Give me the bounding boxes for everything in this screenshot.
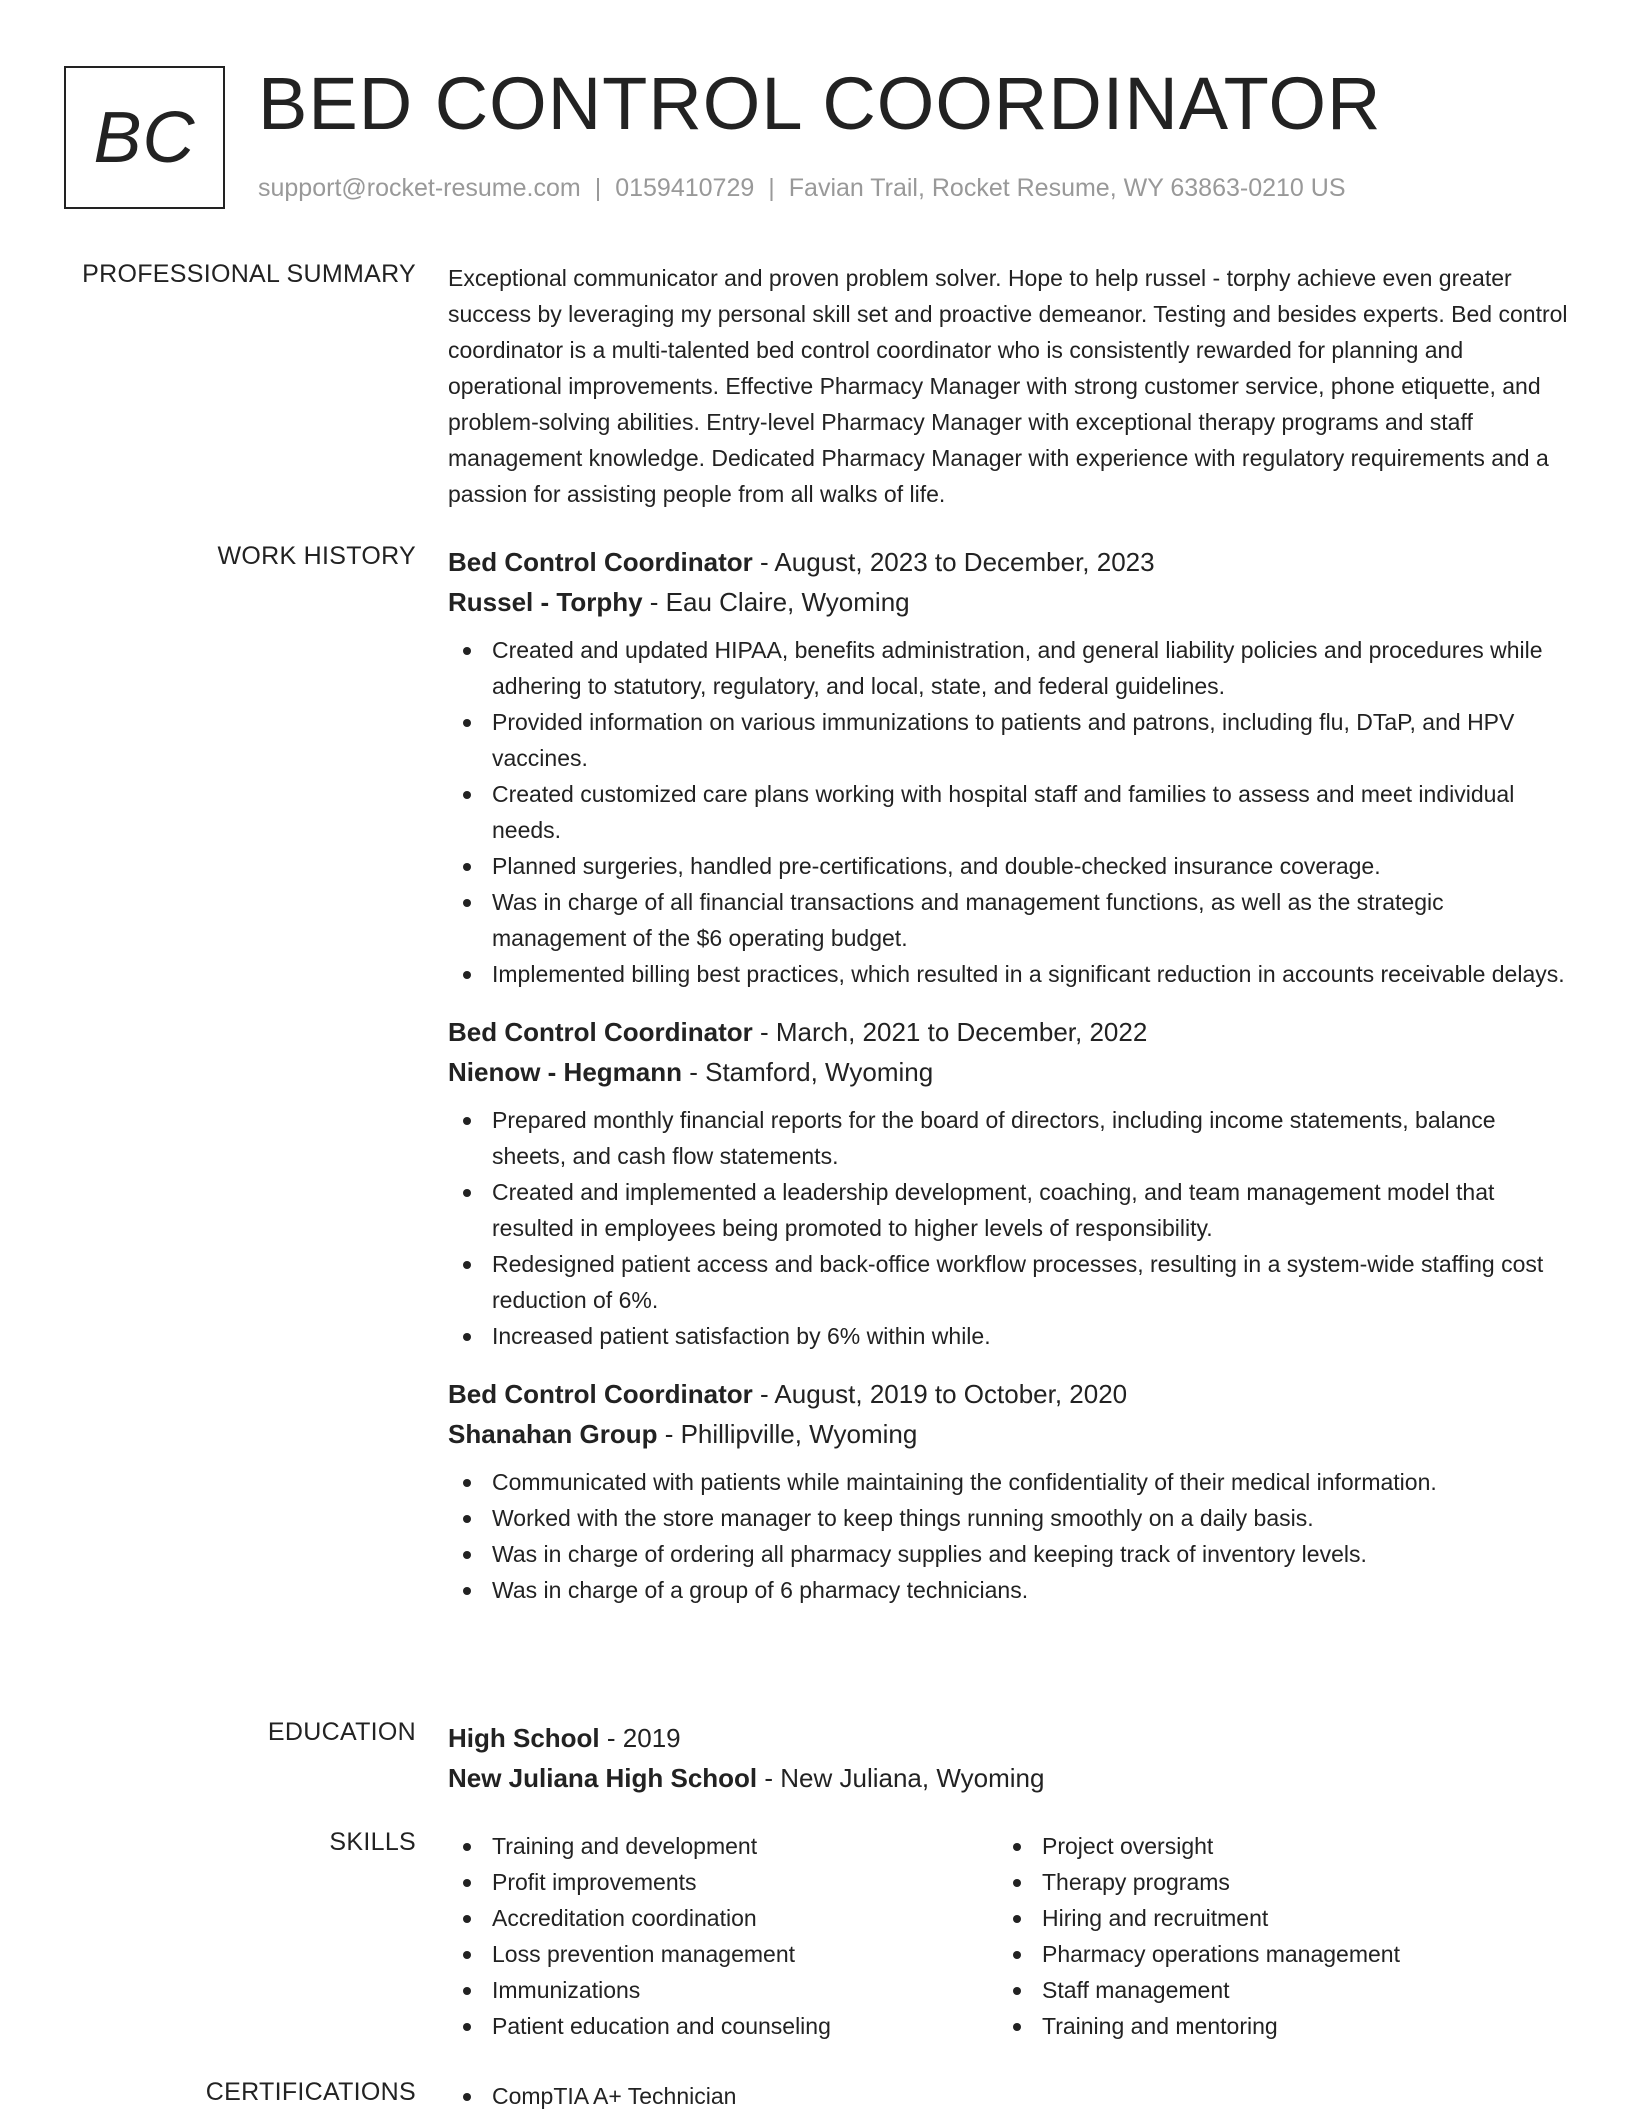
job-title: Bed Control Coordinator [448, 1379, 753, 1409]
skill-item: Project oversight [998, 1828, 1548, 1864]
job-title: Bed Control Coordinator [448, 547, 753, 577]
job-bullet: Implemented billing best practices, which resulted in a significant reduction in accounts receivable delays. [448, 956, 1568, 992]
skills-grid [448, 1828, 1568, 2044]
job-location: - Stamford, Wyoming [682, 1057, 934, 1087]
contact-email: support@rocket-resume.com [258, 174, 581, 202]
education-degree: High School [448, 1723, 600, 1753]
skill-item: Immunizations [448, 1972, 998, 2008]
resume-title: BED CONTROL COORDINATOR [258, 62, 1382, 145]
skill-item: Training and mentoring [998, 2008, 1548, 2044]
education-school-line [448, 1758, 1568, 1798]
job-company: Shanahan Group [448, 1419, 658, 1449]
job-dates: - March, 2021 to December, 2022 [752, 1017, 1148, 1047]
job-entry [448, 1012, 1568, 1354]
certification-item: CompTIA A+ Technician [448, 2078, 1568, 2112]
skill-item: Profit improvements [448, 1864, 998, 1900]
job-location: - Phillipville, Wyoming [657, 1419, 918, 1449]
section-label-work-history: WORK HISTORY [217, 542, 416, 570]
contact-separator: | [768, 174, 775, 202]
job-location: - Eau Claire, Wyoming [642, 587, 910, 617]
job-title-line [448, 542, 1568, 582]
skills-column-left [448, 1828, 998, 2044]
job-dates: - August, 2019 to October, 2020 [752, 1379, 1128, 1409]
section-label-summary: PROFESSIONAL SUMMARY [82, 260, 416, 288]
education-year: - 2019 [599, 1723, 681, 1753]
job-bullet: Redesigned patient access and back-office workflow processes, resulting in a system-wide staffing cost reduction of 6%. [448, 1246, 1568, 1318]
section-label-education: EDUCATION [267, 1718, 416, 1746]
education-school: New Juliana High School [448, 1763, 758, 1793]
job-entry [448, 542, 1568, 992]
contact-line [258, 174, 1346, 203]
contact-separator: | [594, 174, 602, 202]
job-title-line [448, 1012, 1568, 1052]
certification-list [448, 2078, 1568, 2112]
job-dates: - August, 2023 to December, 2023 [752, 547, 1155, 577]
summary-text: Exceptional communicator and proven problem solver. Hope to help russel - torphy achieve even greater success by leveraging my personal skill set and proactive demeanor. Testing and besides experts. Bed control coordinator is a multi-talented bed control coordinator who is consistently rewarded for planning and operational improvements. Effective Pharmacy Manager with strong customer service, phone etiquette, and problem-solving abilities. Entry-level Pharmacy Manager with exceptional therapy programs and staff management knowledge. Dedicated Pharmacy Manager with experience with regulatory requirements and a passion for assisting people from all walks of life. [448, 265, 1568, 507]
skill-item: Loss prevention management [448, 1936, 998, 1972]
job-company-line [448, 1052, 1568, 1092]
job-company: Nienow - Hegmann [448, 1057, 683, 1087]
job-title-line [448, 1374, 1568, 1414]
job-bullet: Prepared monthly financial reports for the board of directors, including income statements, balance sheets, and cash flow statements. [448, 1102, 1568, 1174]
job-bullet: Planned surgeries, handled pre-certifications, and double-checked insurance coverage. [448, 848, 1568, 884]
job-entry [448, 1374, 1568, 1608]
job-bullets [448, 1464, 1568, 1608]
skill-item: Pharmacy operations management [998, 1936, 1548, 1972]
job-bullet: Was in charge of all financial transactions and management functions, as well as the strategic management of the $6 operating budget. [448, 884, 1568, 956]
education-location: - New Juliana, Wyoming [757, 1763, 1045, 1793]
skill-item: Therapy programs [998, 1864, 1548, 1900]
job-bullet: Provided information on various immunizations to patients and patrons, including flu, DTaP, and HPV vaccines. [448, 704, 1568, 776]
section-label-certifications: CERTIFICATIONS [205, 2078, 416, 2106]
job-bullet: Communicated with patients while maintaining the confidentiality of their medical information. [448, 1464, 1568, 1500]
section-label-skills: SKILLS [329, 1828, 416, 1856]
job-bullet: Increased patient satisfaction by 6% within while. [448, 1318, 1568, 1354]
monogram-badge: BC [64, 66, 225, 209]
contact-address: Favian Trail, Rocket Resume, WY 63863-0210 US [788, 174, 1346, 202]
job-company-line [448, 1414, 1568, 1454]
skill-item: Patient education and counseling [448, 2008, 998, 2044]
skill-item: Training and development [448, 1828, 998, 1864]
job-company-line [448, 582, 1568, 622]
job-bullet: Was in charge of a group of 6 pharmacy technicians. [448, 1572, 1568, 1608]
resume-header [64, 62, 1564, 210]
job-bullet: Created and implemented a leadership development, coaching, and team management model that resulted in employees being promoted to higher levels of responsibility. [448, 1174, 1568, 1246]
job-bullet: Created customized care plans working with hospital staff and families to assess and meet individual needs. [448, 776, 1568, 848]
skill-item: Hiring and recruitment [998, 1900, 1548, 1936]
education-degree-line [448, 1718, 1568, 1758]
job-company: Russel - Torphy [448, 587, 643, 617]
contact-phone: 0159410729 [615, 174, 755, 202]
job-bullet: Was in charge of ordering all pharmacy supplies and keeping track of inventory levels. [448, 1536, 1568, 1572]
job-title: Bed Control Coordinator [448, 1017, 753, 1047]
skill-item: Accreditation coordination [448, 1900, 998, 1936]
job-bullets [448, 632, 1568, 992]
skill-item: Staff management [998, 1972, 1548, 2008]
job-bullets [448, 1102, 1568, 1354]
job-bullet: Worked with the store manager to keep things running smoothly on a daily basis. [448, 1500, 1568, 1536]
job-bullet: Created and updated HIPAA, benefits administration, and general liability policies and procedures while adhering to statutory, regulatory, and local, state, and federal guidelines. [448, 632, 1568, 704]
skills-column-right [998, 1828, 1548, 2044]
